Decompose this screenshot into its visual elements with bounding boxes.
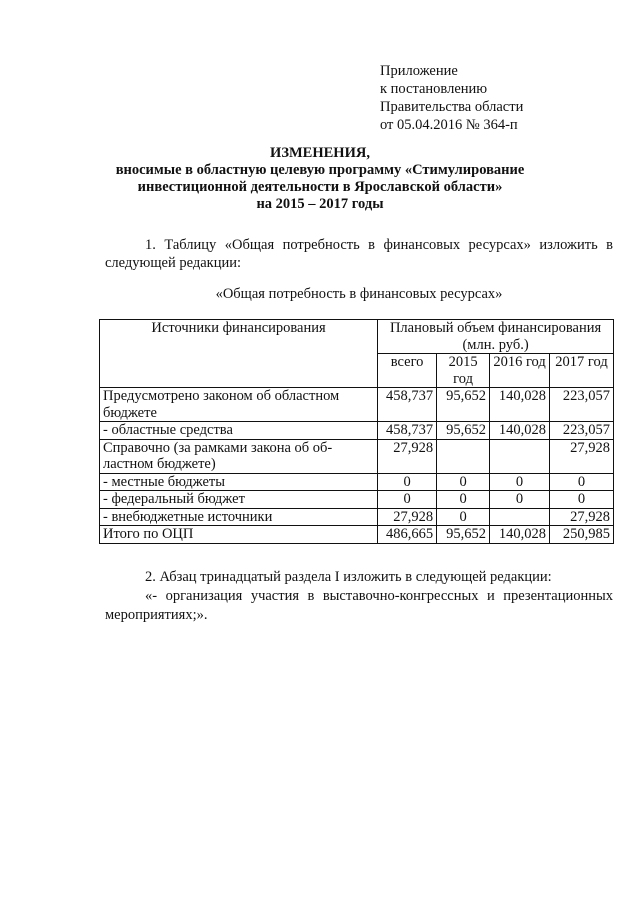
row-label: - местные бюджеты [100, 473, 378, 491]
cell-2017: 0 [550, 473, 614, 491]
table-row [100, 439, 614, 473]
row-label: Справочно (за рамками закона об об-ластном бюджете) [100, 439, 378, 473]
heading-title: ИЗМЕНЕНИЯ, [270, 145, 370, 161]
cell-2016 [490, 439, 550, 473]
row-label: Итого по ОЦП [100, 526, 378, 544]
cell-2015: 0 [437, 491, 490, 509]
cell-2015: 95,652 [437, 526, 490, 544]
cell-2016: 140,028 [490, 526, 550, 544]
cell-2015: 95,652 [437, 422, 490, 440]
table-row [100, 491, 614, 509]
cell-total: 27,928 [378, 439, 437, 473]
cell-2015: 0 [437, 473, 490, 491]
table-row [100, 388, 614, 422]
heading-subtitle: инвестиционной деятельности в Ярославской области» [137, 179, 503, 195]
header-total: всего [378, 354, 437, 388]
cell-2017: 223,057 [550, 422, 614, 440]
header-sources: Источники финансирования [100, 320, 378, 388]
cell-total: 0 [378, 473, 437, 491]
cell-total: 458,737 [378, 388, 437, 422]
cell-2017: 250,985 [550, 526, 614, 544]
paragraph-2-quote: «- организация участия в выставочно-конгрессных и презентационных мероприятиях;». [105, 588, 613, 623]
cell-2017: 27,928 [550, 439, 614, 473]
cell-2015: 95,652 [437, 388, 490, 422]
cell-total: 0 [378, 491, 437, 509]
header-year-2017: 2017 год [550, 354, 614, 388]
cell-2015 [437, 439, 490, 473]
cell-2016: 0 [490, 491, 550, 509]
header-planned-volume: Плановый объем финансирования (млн. руб.) [378, 320, 614, 354]
header-year-2016: 2016 год [490, 354, 550, 388]
cell-total: 486,665 [378, 526, 437, 544]
appendix-line: Приложение [380, 63, 458, 79]
cell-2017: 0 [550, 491, 614, 509]
cell-total: 458,737 [378, 422, 437, 440]
row-label: - внебюджетные источники [100, 508, 378, 526]
row-label: - федеральный бюджет [100, 491, 378, 509]
heading-subtitle: вносимые в областную целевую программу «Стимулирование [115, 162, 525, 178]
financing-table [99, 319, 614, 544]
row-label: Предусмотрено законом об областном бюджете [100, 388, 378, 422]
table-row-total [100, 526, 614, 544]
cell-2016: 0 [490, 473, 550, 491]
cell-2017: 27,928 [550, 508, 614, 526]
table-row [100, 422, 614, 440]
appendix-block [380, 62, 523, 134]
document-heading [0, 145, 640, 213]
table-row [100, 508, 614, 526]
row-label: - областные средства [100, 422, 378, 440]
appendix-line: Правительства области [380, 99, 524, 115]
header-year-2015: 2015 год [437, 354, 490, 388]
cell-2016: 140,028 [490, 422, 550, 440]
cell-2016 [490, 508, 550, 526]
cell-2017: 223,057 [550, 388, 614, 422]
appendix-line: к постановлению [380, 81, 488, 97]
table-caption: «Общая потребность в финансовых ресурсах» [215, 286, 503, 302]
table-row [100, 473, 614, 491]
cell-2015: 0 [437, 508, 490, 526]
appendix-date-number: от 05.04.2016 № 364-п [380, 117, 518, 133]
paragraph-1: 1. Таблицу «Общая потребность в финансовых ресурсах» изложить в следующей редакции: [105, 237, 613, 271]
paragraph-2 [105, 568, 613, 625]
heading-period: на 2015 – 2017 годы [256, 196, 384, 212]
paragraph-2-line: 2. Абзац тринадцатый раздела I изложить в следующей редакции: [145, 569, 552, 585]
cell-total: 27,928 [378, 508, 437, 526]
cell-2016: 140,028 [490, 388, 550, 422]
